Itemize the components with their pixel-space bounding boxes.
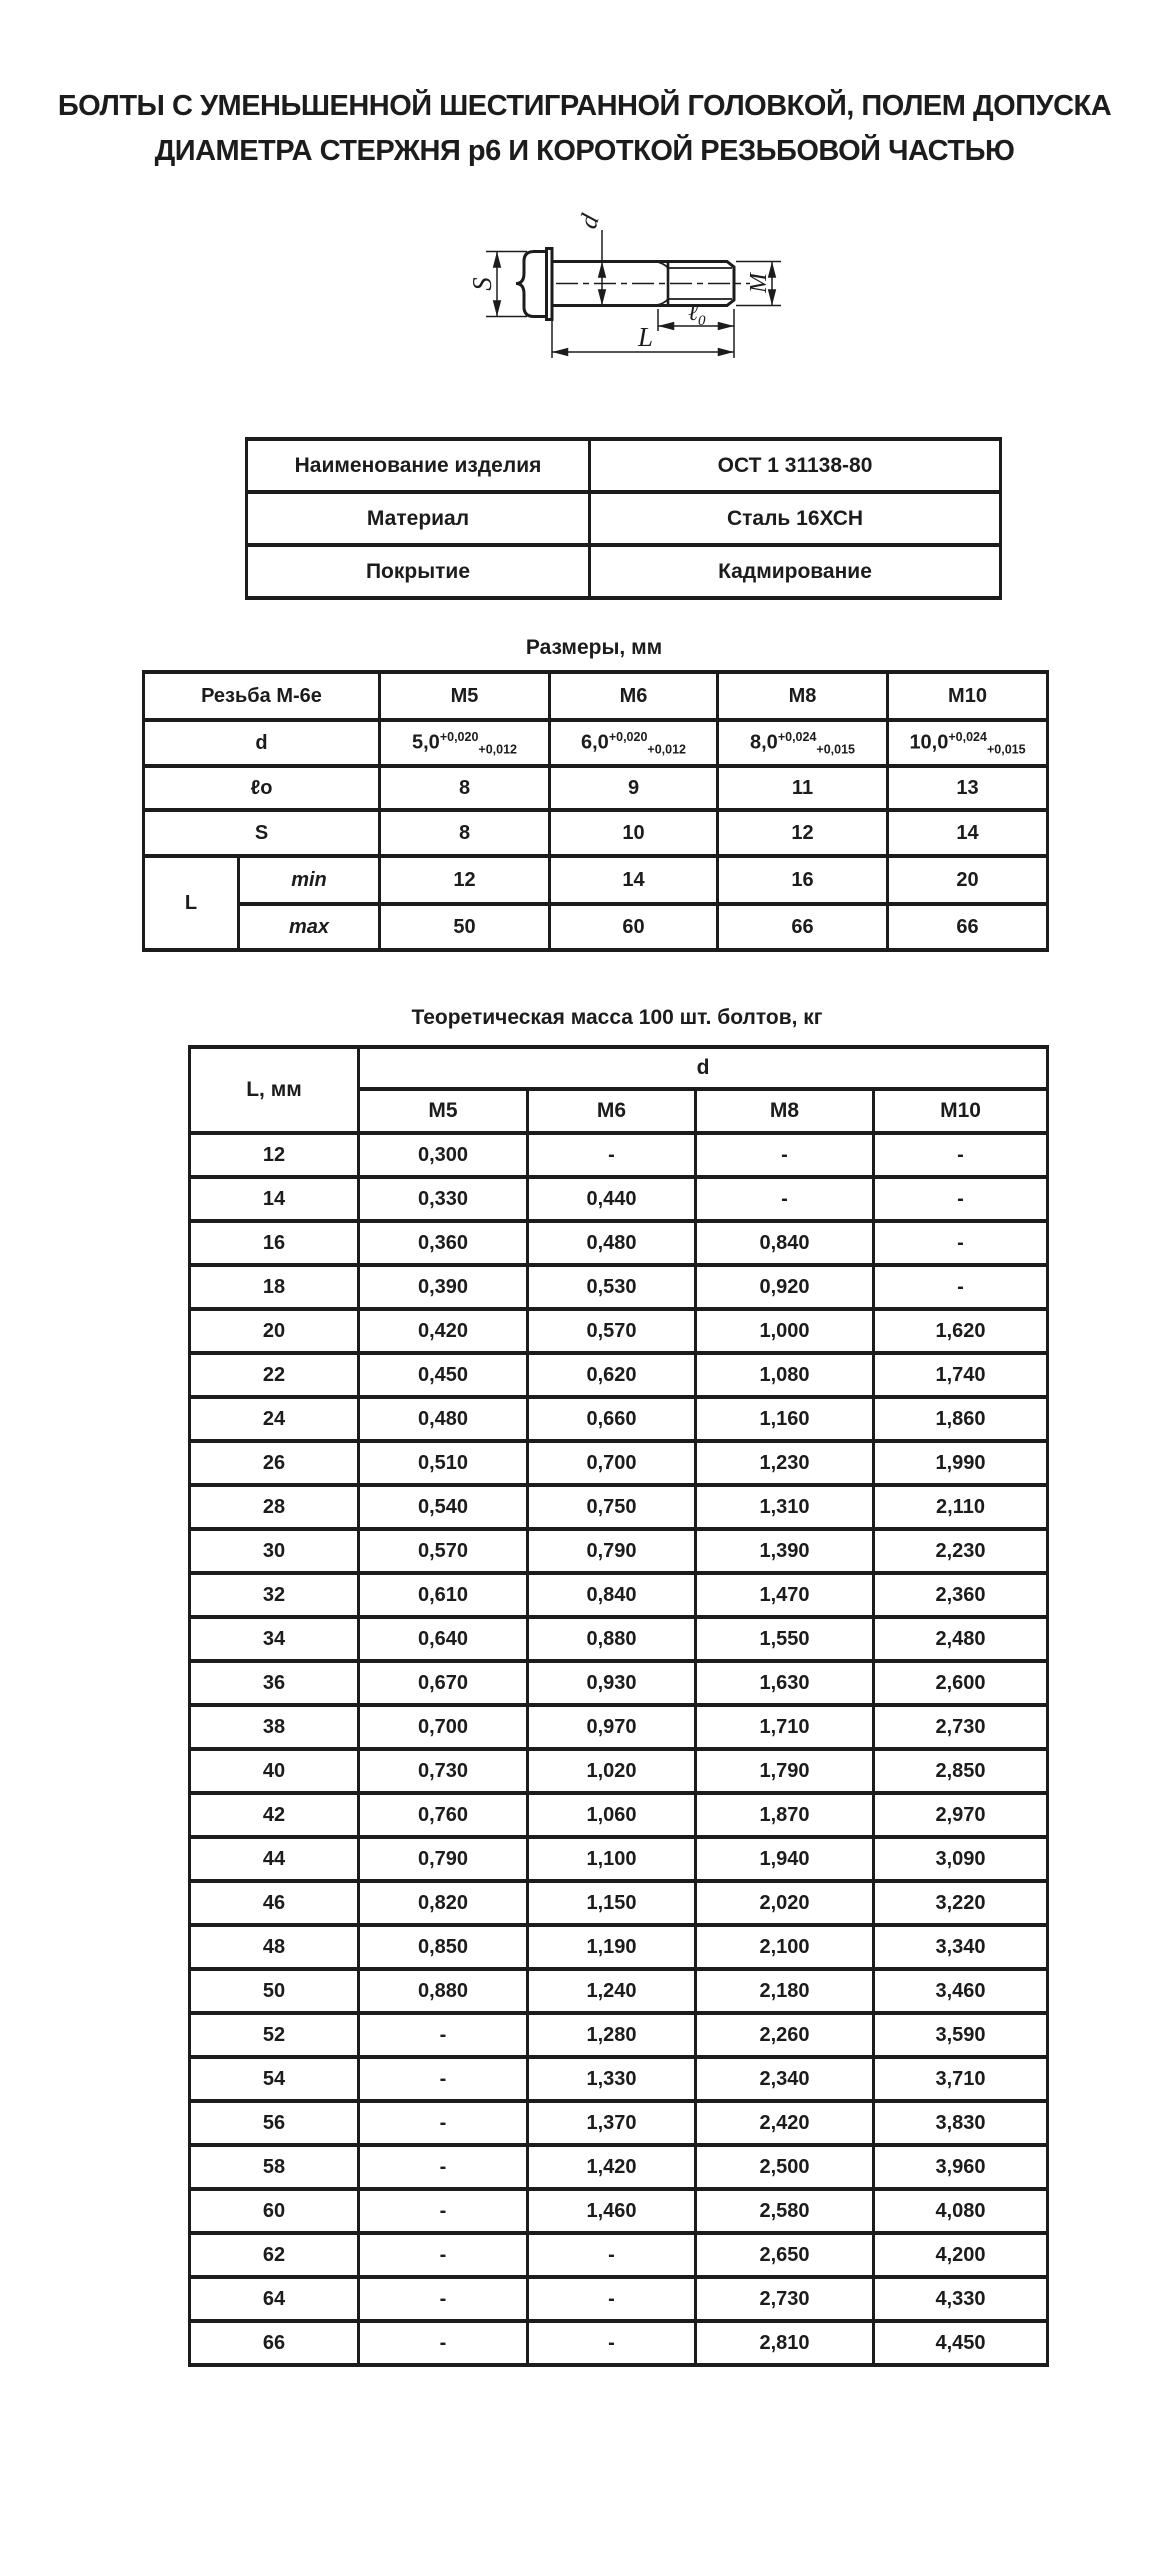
mass-table	[188, 1045, 1049, 2367]
mass-value-cell: 4,080	[874, 2189, 1048, 2233]
info-value-coating: Кадмирование	[590, 545, 1001, 598]
mass-length-cell: 28	[190, 1485, 359, 1529]
mass-value-cell: 0,840	[528, 1573, 696, 1617]
mass-value-cell: 3,340	[874, 1925, 1048, 1969]
mass-value-cell: 0,880	[528, 1617, 696, 1661]
info-label-material: Материал	[247, 492, 590, 545]
mass-value-cell: 0,730	[359, 1749, 528, 1793]
mass-value-cell: 4,330	[874, 2277, 1048, 2321]
mass-value-cell: 2,020	[696, 1881, 874, 1925]
dim-label-max: max	[239, 904, 380, 950]
mass-value-cell: 2,600	[874, 1661, 1048, 1705]
mass-length-cell: 32	[190, 1573, 359, 1617]
mass-length-header: L, мм	[190, 1047, 359, 1133]
mass-value-cell: 2,500	[696, 2145, 874, 2189]
mass-value-cell: 3,710	[874, 2057, 1048, 2101]
info-value-material: Сталь 16ХСН	[590, 492, 1001, 545]
product-info-table	[245, 437, 1002, 600]
mass-value-cell: 1,310	[696, 1485, 874, 1529]
mass-value-cell: 2,340	[696, 2057, 874, 2101]
mass-value-cell: 1,470	[696, 1573, 874, 1617]
mass-value-cell: 3,220	[874, 1881, 1048, 1925]
mass-length-cell: 40	[190, 1749, 359, 1793]
mass-value-cell: 2,230	[874, 1529, 1048, 1573]
mass-value-cell: 0,820	[359, 1881, 528, 1925]
mass-value-cell: -	[874, 1265, 1048, 1309]
mass-table-row	[190, 1397, 1048, 1441]
mass-value-cell: 0,660	[528, 1397, 696, 1441]
mass-table-row	[190, 1749, 1048, 1793]
mass-value-cell: 0,610	[359, 1573, 528, 1617]
dim-label-L: L	[144, 856, 239, 950]
mass-value-cell: 2,850	[874, 1749, 1048, 1793]
mass-value-cell: 0,850	[359, 1925, 528, 1969]
mass-value-cell: 0,570	[528, 1309, 696, 1353]
mass-length-cell: 56	[190, 2101, 359, 2145]
title-line-1: БОЛТЫ С УМЕНЬШЕННОЙ ШЕСТИГРАННОЙ ГОЛОВКОЙ, ПОЛЕМ ДОПУСКА	[57, 90, 1112, 122]
mass-value-cell: 1,460	[528, 2189, 696, 2233]
mass-value-cell: 0,570	[359, 1529, 528, 1573]
mass-value-cell: 0,300	[359, 1133, 528, 1177]
mass-value-cell: 3,590	[874, 2013, 1048, 2057]
mass-value-cell: 0,330	[359, 1177, 528, 1221]
mass-value-cell: 1,620	[874, 1309, 1048, 1353]
mass-value-cell: 1,230	[696, 1441, 874, 1485]
mass-length-cell: 66	[190, 2321, 359, 2365]
dim-label-d-row: d	[144, 720, 380, 766]
mass-value-cell: 1,990	[874, 1441, 1048, 1485]
mass-value-cell: -	[528, 2277, 696, 2321]
mass-length-cell: 14	[190, 1177, 359, 1221]
mass-length-cell: 12	[190, 1133, 359, 1177]
mass-value-cell: 2,580	[696, 2189, 874, 2233]
dim-row-l-max	[144, 904, 1048, 950]
mass-value-cell: -	[528, 2233, 696, 2277]
mass-value-cell: 2,420	[696, 2101, 874, 2145]
dim-s-value: 8	[380, 810, 550, 856]
mass-length-cell: 46	[190, 1881, 359, 1925]
mass-table-row	[190, 2101, 1048, 2145]
dim-s-value: 10	[550, 810, 718, 856]
mass-table-row	[190, 1969, 1048, 2013]
info-row-material	[247, 492, 1001, 545]
mass-table-row	[190, 1529, 1048, 1573]
mass-table-row	[190, 1485, 1048, 1529]
mass-table-row	[190, 1441, 1048, 1485]
mass-value-cell: 2,810	[696, 2321, 874, 2365]
dim-label-l0: ℓ$_0$	[688, 300, 706, 329]
mass-value-cell: 0,750	[528, 1485, 696, 1529]
mass-table-row	[190, 1793, 1048, 1837]
mass-length-cell: 36	[190, 1661, 359, 1705]
dim-s-value: 14	[888, 810, 1048, 856]
mass-table-row	[190, 1881, 1048, 1925]
bolt-head-outline	[516, 252, 547, 317]
dimensions-table	[142, 670, 1049, 952]
mass-table-row	[190, 2057, 1048, 2101]
dim-label-L: L	[638, 322, 654, 352]
dim-col-m5: М5	[380, 672, 550, 720]
mass-value-cell: 0,440	[528, 1177, 696, 1221]
mass-value-cell: 1,550	[696, 1617, 874, 1661]
mass-value-cell: 0,970	[528, 1705, 696, 1749]
mass-length-cell: 58	[190, 2145, 359, 2189]
mass-value-cell: -	[359, 2013, 528, 2057]
mass-value-cell: 2,260	[696, 2013, 874, 2057]
mass-value-cell: 1,740	[874, 1353, 1048, 1397]
mass-value-cell: 0,930	[528, 1661, 696, 1705]
dim-label-M: M	[746, 273, 772, 293]
mass-value-cell: 0,510	[359, 1441, 528, 1485]
mass-length-cell: 64	[190, 2277, 359, 2321]
mass-value-cell: 4,450	[874, 2321, 1048, 2365]
mass-table-row	[190, 1705, 1048, 1749]
mass-table-row	[190, 2321, 1048, 2365]
dim-min-value: 12	[380, 856, 550, 904]
dim-label-S: S	[467, 277, 497, 291]
dim-label-s-row: S	[144, 810, 380, 856]
mass-value-cell: -	[696, 1133, 874, 1177]
mass-length-cell: 54	[190, 2057, 359, 2101]
dim-min-value: 14	[550, 856, 718, 904]
mass-value-cell: 2,730	[874, 1705, 1048, 1749]
mass-value-cell: 1,870	[696, 1793, 874, 1837]
bolt-washer-face	[547, 249, 553, 320]
mass-value-cell: 1,160	[696, 1397, 874, 1441]
mass-value-cell: -	[696, 1177, 874, 1221]
mass-length-cell: 50	[190, 1969, 359, 2013]
mass-length-cell: 16	[190, 1221, 359, 1265]
mass-value-cell: 0,480	[528, 1221, 696, 1265]
mass-length-cell: 60	[190, 2189, 359, 2233]
dim-s-value: 12	[718, 810, 888, 856]
mass-length-cell: 62	[190, 2233, 359, 2277]
dimensions-table-caption: Размеры, мм	[525, 636, 663, 659]
info-row-name	[247, 439, 1001, 492]
dim-header-row	[144, 672, 1048, 720]
mass-value-cell: 1,370	[528, 2101, 696, 2145]
info-label-name: Наименование изделия	[247, 439, 590, 492]
dim-row-l0	[144, 766, 1048, 810]
mass-value-cell: 1,020	[528, 1749, 696, 1793]
mass-value-cell: -	[528, 2321, 696, 2365]
info-row-coating	[247, 545, 1001, 598]
mass-table-row	[190, 1661, 1048, 1705]
mass-value-cell: 2,480	[874, 1617, 1048, 1661]
mass-value-cell: 0,760	[359, 1793, 528, 1837]
mass-table-caption: Теоретическая масса 100 шт. болтов, кг	[411, 1006, 823, 1029]
mass-value-cell: -	[874, 1177, 1048, 1221]
mass-value-cell: 1,630	[696, 1661, 874, 1705]
mass-length-cell: 52	[190, 2013, 359, 2057]
dim-max-value: 66	[888, 904, 1048, 950]
mass-table-row	[190, 1617, 1048, 1661]
mass-table-row	[190, 2277, 1048, 2321]
dim-l0-value: 11	[718, 766, 888, 810]
mass-value-cell: 1,000	[696, 1309, 874, 1353]
mass-value-cell: -	[874, 1221, 1048, 1265]
mass-value-cell: 2,180	[696, 1969, 874, 2013]
mass-length-cell: 44	[190, 1837, 359, 1881]
mass-value-cell: 0,840	[696, 1221, 874, 1265]
mass-table-row	[190, 1925, 1048, 1969]
mass-value-cell: 0,920	[696, 1265, 874, 1309]
mass-col-m10: М10	[874, 1089, 1048, 1133]
mass-length-cell: 24	[190, 1397, 359, 1441]
mass-value-cell: 2,360	[874, 1573, 1048, 1617]
mass-value-cell: 3,960	[874, 2145, 1048, 2189]
dim-min-value: 16	[718, 856, 888, 904]
mass-header-row-1	[190, 1047, 1048, 1089]
mass-value-cell: 2,730	[696, 2277, 874, 2321]
mass-value-cell: 0,620	[528, 1353, 696, 1397]
dim-l0-value: 9	[550, 766, 718, 810]
info-value-name: ОСТ 1 31138-80	[590, 439, 1001, 492]
mass-length-cell: 34	[190, 1617, 359, 1661]
mass-value-cell: 0,540	[359, 1485, 528, 1529]
mass-value-cell: 3,090	[874, 1837, 1048, 1881]
dim-row-s	[144, 810, 1048, 856]
mass-value-cell: 1,330	[528, 2057, 696, 2101]
mass-value-cell: 0,700	[528, 1441, 696, 1485]
mass-value-cell: 1,100	[528, 1837, 696, 1881]
mass-value-cell: 0,480	[359, 1397, 528, 1441]
mass-col-m5: М5	[359, 1089, 528, 1133]
mass-value-cell: 1,420	[528, 2145, 696, 2189]
mass-value-cell: -	[359, 2101, 528, 2145]
mass-value-cell: 1,790	[696, 1749, 874, 1793]
document-title	[0, 84, 1169, 174]
mass-value-cell: 2,100	[696, 1925, 874, 1969]
mass-value-cell: 1,940	[696, 1837, 874, 1881]
mass-length-cell: 18	[190, 1265, 359, 1309]
mass-value-cell: 3,460	[874, 1969, 1048, 2013]
mass-table-row	[190, 2233, 1048, 2277]
mass-value-cell: 0,700	[359, 1705, 528, 1749]
mass-value-cell: 4,200	[874, 2233, 1048, 2277]
mass-length-cell: 22	[190, 1353, 359, 1397]
mass-value-cell: 0,360	[359, 1221, 528, 1265]
mass-value-cell: 1,390	[696, 1529, 874, 1573]
dim-col-m6: М6	[550, 672, 718, 720]
mass-value-cell: 1,150	[528, 1881, 696, 1925]
mass-value-cell: -	[359, 2057, 528, 2101]
dim-col-m10: М10	[888, 672, 1048, 720]
bolt-technical-drawing	[400, 190, 840, 420]
mass-value-cell: 0,640	[359, 1617, 528, 1661]
mass-value-cell: 1,860	[874, 1397, 1048, 1441]
mass-value-cell: 2,110	[874, 1485, 1048, 1529]
mass-value-cell: 0,670	[359, 1661, 528, 1705]
mass-value-cell: 0,420	[359, 1309, 528, 1353]
mass-length-cell: 26	[190, 1441, 359, 1485]
mass-table-row	[190, 1837, 1048, 1881]
mass-value-cell: 0,450	[359, 1353, 528, 1397]
dim-label-d: d	[573, 210, 605, 233]
mass-value-cell: 1,240	[528, 1969, 696, 2013]
mass-value-cell: 1,080	[696, 1353, 874, 1397]
mass-d-header: d	[359, 1047, 1048, 1089]
title-line-2: ДИАМЕТРА СТЕРЖНЯ p6 И КОРОТКОЙ РЕЗЬБОВОЙ ЧАСТЬЮ	[154, 135, 1015, 167]
mass-value-cell: 0,790	[528, 1529, 696, 1573]
dim-row-l-min	[144, 856, 1048, 904]
mass-value-cell: 1,280	[528, 2013, 696, 2057]
mass-value-cell: 1,190	[528, 1925, 696, 1969]
mass-value-cell: -	[359, 2189, 528, 2233]
dim-d-value: $5,0^{+0,020}_{+0,012}$	[380, 720, 550, 766]
mass-value-cell: -	[359, 2321, 528, 2365]
mass-value-cell: 2,970	[874, 1793, 1048, 1837]
mass-table-row	[190, 1573, 1048, 1617]
mass-table-row	[190, 2189, 1048, 2233]
mass-value-cell: -	[359, 2277, 528, 2321]
mass-length-cell: 42	[190, 1793, 359, 1837]
dim-col-m8: М8	[718, 672, 888, 720]
mass-value-cell: 2,650	[696, 2233, 874, 2277]
mass-value-cell: -	[874, 1133, 1048, 1177]
mass-table-row	[190, 1133, 1048, 1177]
mass-value-cell: -	[359, 2233, 528, 2277]
mass-value-cell: -	[528, 1133, 696, 1177]
dim-d-value: $6,0^{+0,020}_{+0,012}$	[550, 720, 718, 766]
mass-table-row	[190, 1353, 1048, 1397]
dim-label-l0-row: ℓo	[144, 766, 380, 810]
info-label-coating: Покрытие	[247, 545, 590, 598]
dim-row-d	[144, 720, 1048, 766]
mass-value-cell: 0,390	[359, 1265, 528, 1309]
mass-table-row	[190, 2145, 1048, 2189]
dim-d-value: $10,0^{+0,024}_{+0,015}$	[888, 720, 1048, 766]
mass-value-cell: 0,530	[528, 1265, 696, 1309]
dim-max-value: 66	[718, 904, 888, 950]
mass-value-cell: 1,710	[696, 1705, 874, 1749]
mass-value-cell: 1,060	[528, 1793, 696, 1837]
dim-d-value: $8,0^{+0,024}_{+0,015}$	[718, 720, 888, 766]
mass-table-row	[190, 1177, 1048, 1221]
dim-thread-header: Резьба М-6е	[144, 672, 380, 720]
mass-table-row	[190, 1265, 1048, 1309]
dim-l0-value: 8	[380, 766, 550, 810]
dim-min-value: 20	[888, 856, 1048, 904]
mass-length-cell: 30	[190, 1529, 359, 1573]
dim-max-value: 50	[380, 904, 550, 950]
mass-length-cell: 38	[190, 1705, 359, 1749]
mass-col-m8: М8	[696, 1089, 874, 1133]
mass-table-row	[190, 1221, 1048, 1265]
mass-col-m6: М6	[528, 1089, 696, 1133]
mass-value-cell: 0,790	[359, 1837, 528, 1881]
mass-value-cell: -	[359, 2145, 528, 2189]
mass-table-row	[190, 2013, 1048, 2057]
mass-value-cell: 3,830	[874, 2101, 1048, 2145]
mass-value-cell: 0,880	[359, 1969, 528, 2013]
mass-length-cell: 48	[190, 1925, 359, 1969]
mass-table-row	[190, 1309, 1048, 1353]
mass-length-cell: 20	[190, 1309, 359, 1353]
dim-max-value: 60	[550, 904, 718, 950]
dim-l0-value: 13	[888, 766, 1048, 810]
dim-label-min: min	[239, 856, 380, 904]
